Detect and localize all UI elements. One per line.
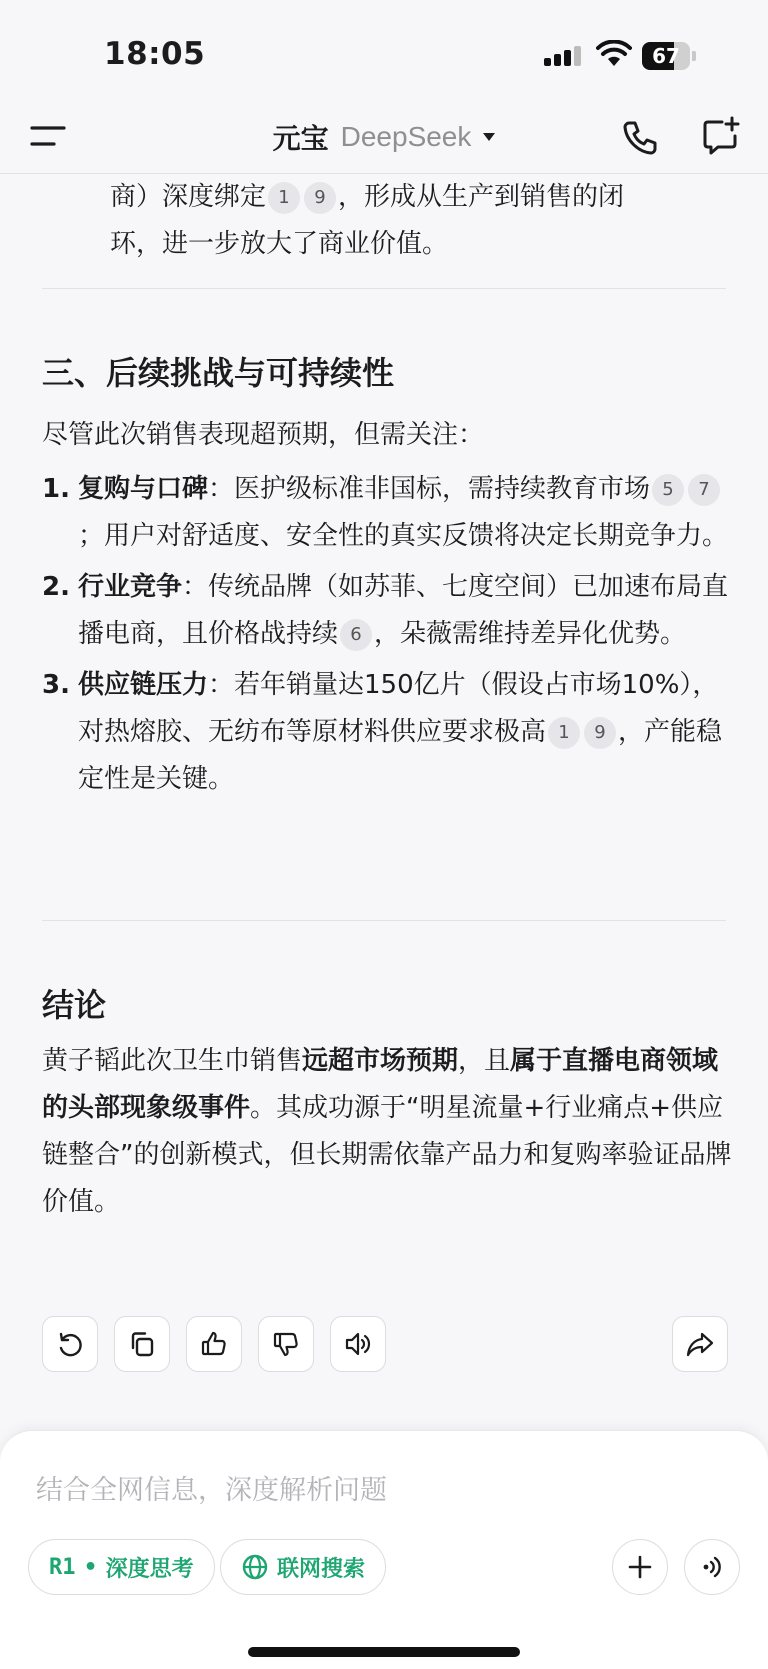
read-aloud-button[interactable] xyxy=(330,1316,386,1372)
message-input[interactable] xyxy=(36,1467,726,1513)
text-span: ，形成从生产到销售的闭 xyxy=(338,182,625,212)
list-number: 3. xyxy=(42,670,70,700)
chip-separator: • xyxy=(83,1554,98,1580)
list-term: 供应链压力 xyxy=(78,670,209,700)
section-lead: 尽管此次销售表现超预期，但需关注： xyxy=(42,420,485,450)
copy-button[interactable] xyxy=(114,1316,170,1372)
text-span: ，产能稳定性是关键。 xyxy=(78,717,723,794)
battery-level-text: 67 xyxy=(652,44,680,68)
bold-span: 远超市场预期 xyxy=(302,1046,459,1076)
speaker-icon xyxy=(343,1329,373,1359)
model-name: DeepSeek xyxy=(340,121,472,152)
voice-input-button[interactable] xyxy=(684,1539,740,1595)
like-button[interactable] xyxy=(186,1316,242,1372)
dislike-button[interactable] xyxy=(258,1316,314,1372)
continued-paragraph xyxy=(110,174,730,268)
plus-icon xyxy=(627,1554,653,1580)
text-span: ：若年销量达150亿片（假设占市场10%），对热熔胶、无纺布等原材料供应要求极高 xyxy=(78,670,719,747)
list-item xyxy=(42,466,732,560)
list-item xyxy=(42,564,732,658)
status-time: 18:05 xyxy=(104,36,206,72)
app-name: 元宝 xyxy=(272,122,329,155)
deep-think-toggle[interactable] xyxy=(28,1539,215,1595)
list-item xyxy=(42,662,732,803)
text-span: ，且 xyxy=(458,1046,511,1076)
list-term: 复购与口碑 xyxy=(78,474,209,504)
conclusion-heading: 结论 xyxy=(42,986,107,1024)
paragraph-line: 环，进一步放大了商业价值。 xyxy=(110,229,449,259)
globe-icon xyxy=(241,1553,269,1581)
model-selector[interactable] xyxy=(341,121,496,153)
citation-badge[interactable]: 7 xyxy=(688,474,720,506)
bold-span: 属于直播电商领域的头部现象级事件 xyxy=(42,1046,719,1123)
list-term: 行业竞争 xyxy=(78,572,183,602)
web-search-toggle[interactable] xyxy=(220,1539,386,1595)
thumbs-down-icon xyxy=(271,1329,301,1359)
r1-tag: R1 xyxy=(49,1554,76,1580)
section-divider xyxy=(42,920,726,921)
nav-bar xyxy=(0,100,768,174)
voice-wave-icon xyxy=(699,1554,725,1580)
copy-icon xyxy=(127,1329,157,1359)
text-span: ：传统品牌（如苏菲、七度空间）已加速布局直播电商，且价格战持续 xyxy=(78,572,729,649)
deep-think-label: 深度思考 xyxy=(105,1556,194,1582)
thumbs-up-icon xyxy=(199,1329,229,1359)
new-chat-icon[interactable] xyxy=(700,116,740,156)
home-indicator xyxy=(248,1647,520,1657)
message-actions xyxy=(42,1316,728,1372)
paragraph-line xyxy=(110,174,730,221)
share-icon xyxy=(685,1329,715,1359)
section-divider xyxy=(42,288,726,289)
text-span: 。其成功源于“明星流量+行业痛点+供应链整合”的创新模式，但长期需依靠产品力和复购率验证品牌价值。 xyxy=(42,1093,732,1217)
conclusion-paragraph xyxy=(42,1038,732,1226)
regenerate-icon xyxy=(55,1329,85,1359)
chevron-down-icon xyxy=(483,133,495,141)
text-span: 黄子韬此次卫生巾销售 xyxy=(42,1046,303,1076)
web-search-label: 联网搜索 xyxy=(277,1556,366,1582)
citation-badge[interactable]: 1 xyxy=(548,717,580,749)
battery-icon xyxy=(642,42,696,70)
share-button[interactable] xyxy=(672,1316,728,1372)
assistant-message xyxy=(0,174,768,1374)
menu-icon[interactable] xyxy=(30,122,68,150)
status-bar xyxy=(0,0,768,100)
add-attachment-button[interactable] xyxy=(612,1539,668,1595)
list-number: 2. xyxy=(42,572,70,602)
citation-badge[interactable]: 5 xyxy=(652,474,684,506)
challenge-list xyxy=(42,466,732,807)
citation-badge[interactable]: 1 xyxy=(268,182,300,214)
citation-badge[interactable]: 9 xyxy=(584,717,616,749)
composer xyxy=(0,1430,768,1669)
wifi-icon xyxy=(596,40,632,68)
phone-call-icon[interactable] xyxy=(620,118,660,158)
text-span: 商）深度绑定 xyxy=(110,182,267,212)
text-span: ，朵薇需维持差异化优势。 xyxy=(374,619,687,649)
section-heading: 三、后续挑战与可持续性 xyxy=(42,354,395,392)
citation-badge[interactable]: 9 xyxy=(304,182,336,214)
regenerate-button[interactable] xyxy=(42,1316,98,1372)
citation-badge[interactable]: 6 xyxy=(340,619,372,651)
list-number: 1. xyxy=(42,474,70,504)
text-span: ：医护级标准非国标，需持续教育市场 xyxy=(208,474,651,504)
text-span: ；用户对舒适度、安全性的真实反馈将决定长期竞争力。 xyxy=(78,521,729,551)
cellular-signal-icon xyxy=(544,44,584,66)
